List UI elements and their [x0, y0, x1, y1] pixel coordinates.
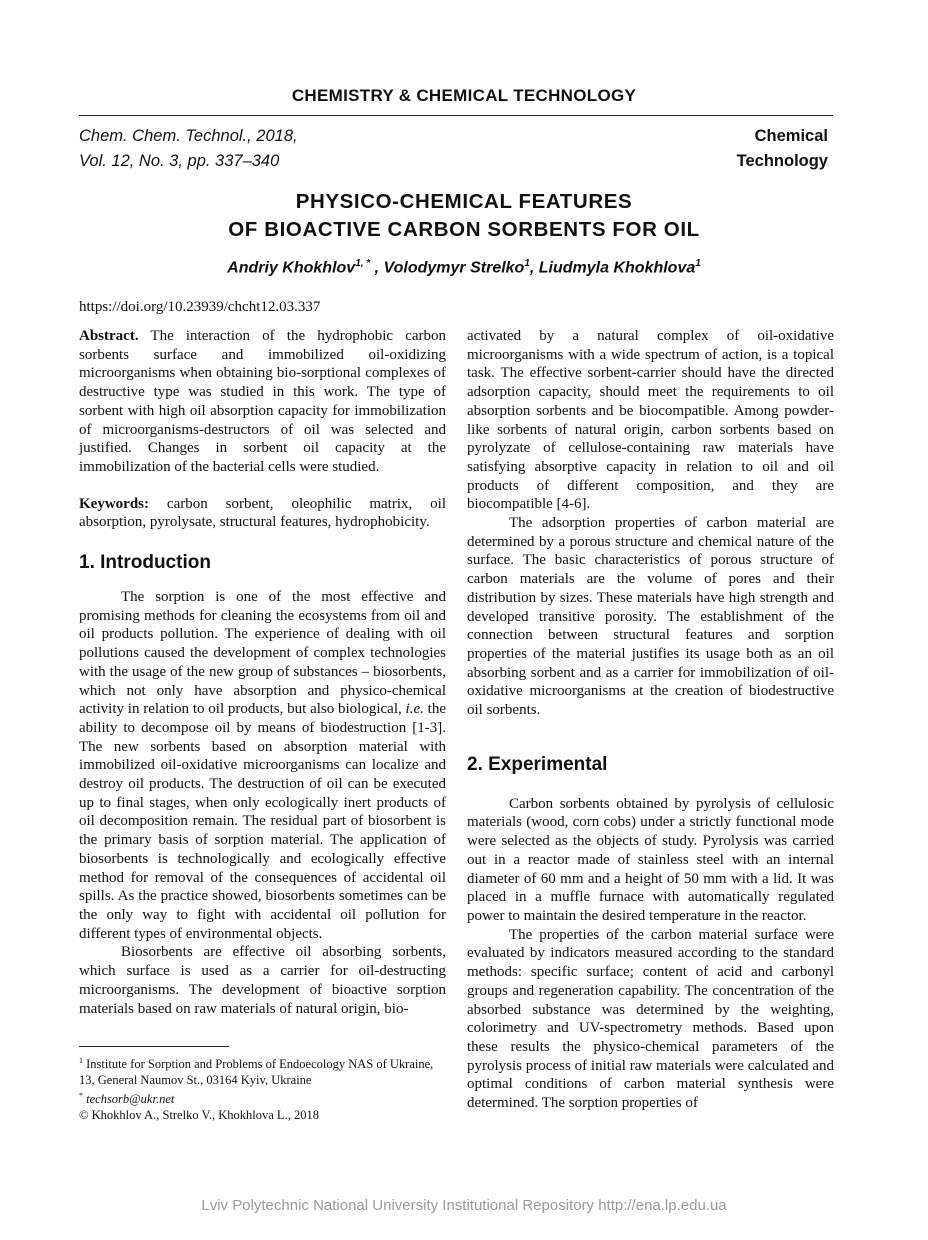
masthead-line: Chemical: [754, 127, 828, 145]
body-paragraph: The properties of the carbon material surface were evaluated by indicators measured according to the standard methods: specific surface; content of acid and carbonyl groups and regeneration capability. The concentration of the absorbed substance was determined by the weighting, colorimetry and UV-spectrometry methods. Based upon these results the physico-chemical parameters of the pyrolysis process of initial raw materials were calculated and optimal conditions of carbon material synthesis were determined. The sorption properties of: [467, 926, 834, 1112]
author-affiliation-mark: 1: [524, 258, 530, 269]
email-link[interactable]: techsorb@ukr.net: [83, 1092, 175, 1107]
left-column: [79, 327, 446, 1018]
address-footnote: 13, General Naumov St., 03164 Kyiv, Ukraine: [79, 1072, 312, 1087]
title-line: OF BIOACTIVE CARBON SORBENTS FOR OIL: [228, 218, 700, 241]
section-heading-experimental: 2. Experimental: [467, 753, 608, 775]
body-paragraph: Carbon sorbents obtained by pyrolysis of cellulosic materials (wood, corn cobs) under a strictly functional mode were selected as the objects of study. Pyrolysis was carried out in a reactor made of stainless steel with an internal diameter of 60 mm and a height of 50 mm with a lid. It was placed in a muffle furnace with automatically regulated power to maintain the desired temperature in the reactor.: [467, 795, 834, 924]
body-paragraph: [79, 588, 446, 943]
body-paragraph: The adsorption properties of carbon material are determined by a porous structure and chemical nature of the surface. The basic characteristics of porous structure of carbon materials are the volume of pores and their distribution by sizes. These materials have high strength and developed transitive porosity. The establishment of the connection between structural features and sorption properties of the material justifies its usage both as an oil absorbing sorbent and as a carrier for immobilization of oil-oxidative microorganisms at the creation of biodestructive oil sorbents.: [467, 515, 834, 719]
right-column: [467, 327, 834, 1113]
footnote-mark: *: [79, 1091, 83, 1101]
article-title: [0, 188, 928, 244]
abstract-label: Abstract.: [79, 328, 139, 344]
abstract-text: The interaction of the hydrophobic carbon sorbents surface and immobilized oil-oxidizing microorganisms when obtaining bio-sorptional complexes of destructive type was studied in this work. The type of sorbent with high oil absorption capacity for immobilization of microorganisms-destructors of oil was selected and justified. Changes in sorbent oil capacity at the immobilization of the bacterial cells were studied.: [79, 328, 446, 475]
author-separator: ,: [529, 259, 539, 277]
body-paragraph: activated by a natural complex of oil-oxidative microorganisms with a wide spectrum of action, is a topical task. The effective sorbent-carrier should have the directed adsorption capacity, should meet the requirements to oil absorption sorbents and be biocompatible. Among powder-like sorbents of natural origin, carbon sorbents based on pyrolyzate of cellulose-containing raw materials have satisfying absorptive capacity in relation to oil and oil products of different composition, and they are biocompatible [4-6].: [467, 328, 834, 513]
affiliation-text: Institute for Sorption and Problems of Endoecology NAS of Ukraine,: [83, 1057, 434, 1072]
footnotes: [79, 1053, 449, 1124]
copyright-notice: © Khokhlov A., Strelko V., Khokhlova L., 2018: [79, 1108, 319, 1123]
citation-line: Chem. Chem. Technol., 2018,: [79, 127, 298, 145]
keywords-paragraph: [79, 495, 446, 532]
title-line: PHYSICO-CHEMICAL FEATURES: [295, 190, 633, 213]
author-affiliation-mark: 1, *: [355, 258, 371, 269]
doi-link[interactable]: https://doi.org/10.23939/chcht12.03.337: [79, 299, 321, 315]
author-name: Volodymyr Strelko: [383, 259, 525, 277]
author-list: [0, 258, 928, 277]
footnote-mark: 1: [79, 1056, 83, 1065]
author-separator: ,: [370, 259, 384, 277]
section-heading-introduction: 1. Introduction: [79, 552, 211, 574]
author-name: Liudmyla Khokhlova: [538, 259, 696, 277]
citation-block: [79, 124, 298, 174]
author-name: Andriy Khokhlov: [227, 259, 356, 277]
body-text: The sorption is one of the most effective and promising methods for cleaning the ecosystems from oil and oil products pollution. The experience of dealing with oil pollutions caused the development of complex technologies with the usage of the new group of substances – biosorbents, which not only have absorption and physico-chemical activity in relation to oil products, but also biological,: [79, 589, 446, 718]
repository-footer[interactable]: Lviv Polytechnic National University Institutional Repository http://ena.lp.edu.ua: [201, 1197, 727, 1214]
body-text-italic: i.e.: [405, 701, 424, 718]
journal-header: CHEMISTRY & CHEMICAL TECHNOLOGY: [291, 86, 637, 105]
keywords-text: carbon sorbent, oleophilic matrix, oil absorption, pyrolysate, structural features, hydrophobicity.: [79, 495, 446, 531]
body-text: the ability to decompose oil by means of biodestruction [1-3]. The new sorbents based on absorption material with immobilized oil-oxidative microorganisms can localize and destroy oil products. The destruction of oil can be executed up to final stages, when only ecologically inert products of oil decomposition remain. The residual part of biosorbent is the primary basis of sorption material. The application of biosorbents is technologically and ecologically effective method for removal of the consequences of accidental oil spills. As the practice showed, biosorbents sometimes can be the only way to fight with accidental oil pollution for different types of environmental objects.: [79, 701, 446, 942]
footnote-divider: [79, 1046, 229, 1047]
journal-masthead: [737, 124, 828, 174]
citation-line: Vol. 12, No. 3, pp. 337–340: [79, 152, 280, 170]
header-divider: [79, 115, 833, 116]
author-affiliation-mark: 1: [695, 258, 701, 269]
body-paragraph: Biosorbents are effective oil absorbing sorbents, which surface is used as a carrier for oil-destructing microorganisms. The development of bioactive sorption materials based on raw materials of natural origin, bio-: [79, 944, 446, 1017]
keywords-label: Keywords:: [79, 495, 149, 512]
abstract-paragraph: [79, 327, 446, 477]
affiliation-footnote: [79, 1053, 449, 1073]
email-footnote: [79, 1088, 449, 1108]
masthead-line: Technology: [736, 152, 828, 170]
